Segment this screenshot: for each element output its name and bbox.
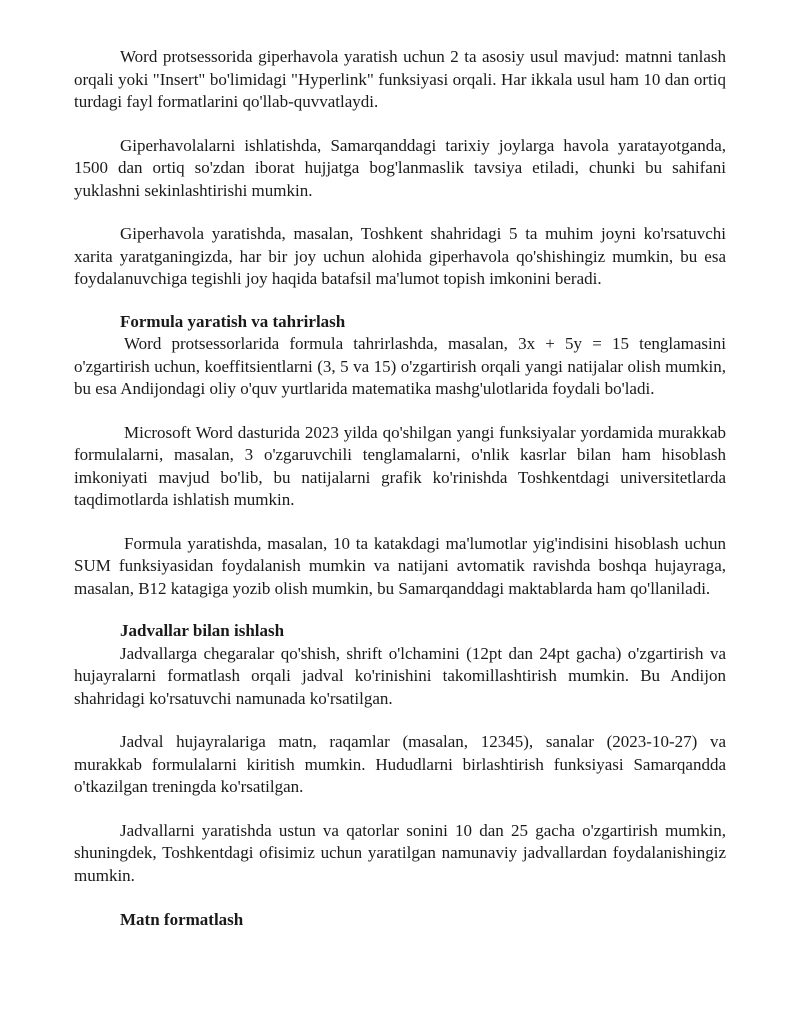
section-heading-text-formatting: Matn formatlash (120, 910, 244, 929)
tables-paragraph-3: Jadvallarni yaratishda ustun va qatorlar sonini 10 dan 25 gacha o'zgartirish mumkin, shuningdek, Toshkentdagi ofisimiz uchun yaratilgan namunaviy jadvallardan foydalanishingiz mumkin. (74, 820, 726, 885)
intro-paragraph-2: Giperhavolalarni ishlatishda, Samarqanddagi tarixiy joylarga havola yaratayotganda, 1500 dan ortiq so'zdan iborat hujjatga bog'lanmaslik tavsiya etiladi, chunki bu sahifani yuklashni sekinlashtirishi mumkin. (74, 135, 726, 200)
section-heading-tables: Jadvallar bilan ishlash (120, 621, 285, 640)
intro-paragraph-3: Giperhavola yaratishda, masalan, Toshkent shahridagi 5 ta muhim joyni ko'rsatuvchi xarita yaratganingizda, har bir joy uchun alohida giperhavola qo'shishingiz mumkin, bu esa foydalanuvchiga tegishli joy haqida batafsil ma'lumot topish imkonini beradi. (74, 224, 726, 288)
tables-paragraph-1: Jadvallarga chegaralar qo'shish, shrift o'lchamini (12pt dan 24pt gacha) o'zgartirish va hujayralarni formatlash orqali jadval ko'rinishini takomillashtirish mumkin. Bu Andijon shahridagi ko'rsatuvchi namunada ko'rsatilgan. (74, 643, 726, 708)
document-body (74, 46, 726, 932)
formula-paragraph-3: Formula yaratishda, masalan, 10 ta katakdagi ma'lumotlar yig'indisini hisoblash uchun SUM funksiyasidan foydalanish mumkin va natijani avtomatik ravishda boshqa hujayraga, masalan, B12 katagiga yozib olish mumkin, bu Samarqanddagi maktablarda ham qo'llaniladi. (74, 533, 726, 598)
formula-paragraph-1: Word protsessorlarida formula tahrirlashda, masalan, 3x + 5y = 15 tenglamasini o'zgartirish uchun, koeffitsientlarni (3, 5 va 15) o'zgartirish orqali yangi natijalar olish mumkin, bu esa Andijondagi oliy o'quv yurtlarida matematika mashg'ulotlarida foydali bo'ladi. (74, 334, 726, 398)
section-heading-formula: Formula yaratish va tahrirlash (120, 311, 346, 331)
formula-paragraph-2: Microsoft Word dasturida 2023 yilda qo'shilgan yangi funksiyalar yordamida murakkab formulalarni, masalan, 3 o'zgaruvchili tenglamalarni, o'nlik kasrlar bilan ham hisoblash imkoniyati mavjud bo'lib, bu natijalarni grafik ko'rinishda Toshkentdagi universitetlarda taqdimotlarda ishlatish mumkin. (74, 422, 726, 509)
tables-paragraph-2: Jadval hujayralariga matn, raqamlar (masalan, 12345), sanalar (2023-10-27) va murakkab formulalarni kiritish mumkin. Hududlarni birlashtirish funksiyasi Samarqandda o'tkazilgan treningda ko'rsatilgan. (74, 732, 726, 796)
intro-paragraph-1: Word protsessorida giperhavola yaratish uchun 2 ta asosiy usul mavjud: matnni tanlash orqali yoki "Insert" bo'limidagi "Hyperlink" funksiyasi orqali. Har ikkala usul ham 10 dan ortiq turdagi fayl formatlarini qo'llab-quvvatlaydi. (74, 47, 726, 111)
